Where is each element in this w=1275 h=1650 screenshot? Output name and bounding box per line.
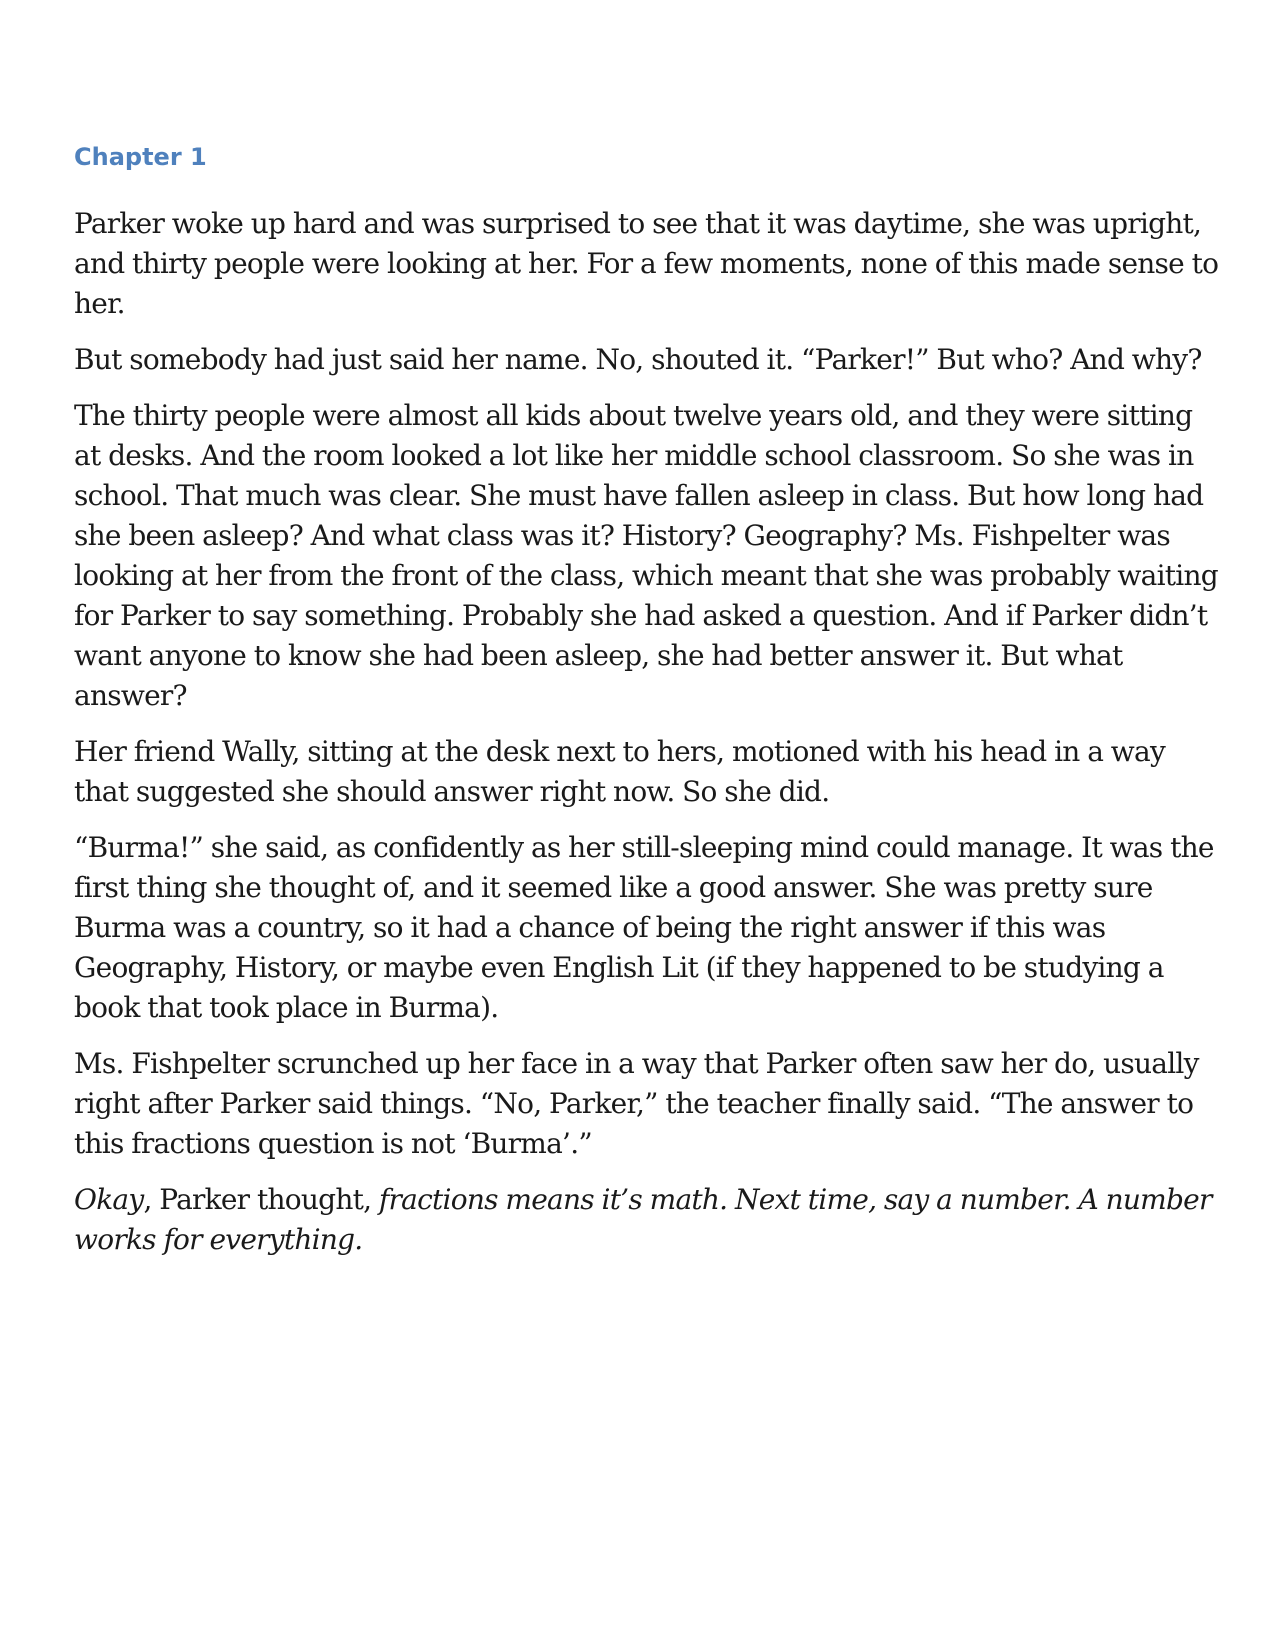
paragraph: “Burma!” she said, as confidently as her still-sleeping mind could manage. It was the first thing she thought of, and it seemed like a good answer. She was pretty sure Burma was a country, so it had a chance of being the right answer if this was Geography, History, or maybe even English Lit (if they happened to be studying a book that took place in Burma).	[74, 831, 1214, 1024]
chapter-body	[74, 204, 1224, 1276]
final-paragraph-regular: , Parker thought,	[143, 1183, 379, 1216]
paragraph: But somebody had just said her name. No, shouted it. “Parker!” But who? And why?	[74, 343, 1202, 376]
paragraph: Ms. Fishpelter scrunched up her face in a way that Parker often saw her do, usually right after Parker said things. “No, Parker,” the teacher finally said. “The answer to this fractions question is not ‘Burma’.”	[74, 1047, 1199, 1160]
paragraph: Her friend Wally, sitting at the desk next to hers, motioned with his head in a way that suggested she should answer right now. So she did.	[74, 735, 1166, 808]
final-paragraph-italic-end: fractions means it’s math. Next time, say a number. A number works for everything.	[74, 1183, 1212, 1256]
final-paragraph	[74, 1180, 1224, 1260]
final-paragraph-italic-start: Okay	[74, 1183, 144, 1216]
paragraph: Parker woke up hard and was surprised to see that it was daytime, she was upright, and thirty people were looking at her. For a few moments, none of this made sense to her.	[74, 207, 1219, 320]
paragraph: The thirty people were almost all kids about twelve years old, and they were sitting at desks. And the room looked a lot like her middle school classroom. So she was in school. That much was clear. She must have fallen asleep in class. But how long had she been asleep? And what class was it? History? Geography? Ms. Fishpelter was looking at her from the front of the class, which meant that she was probably waiting for Parker to say something. Probably she had asked a question. And if Parker didn’t want anyone to know she had been asleep, she had better answer it. But what answer?	[74, 399, 1218, 712]
chapter-heading: Chapter 1	[74, 143, 207, 171]
